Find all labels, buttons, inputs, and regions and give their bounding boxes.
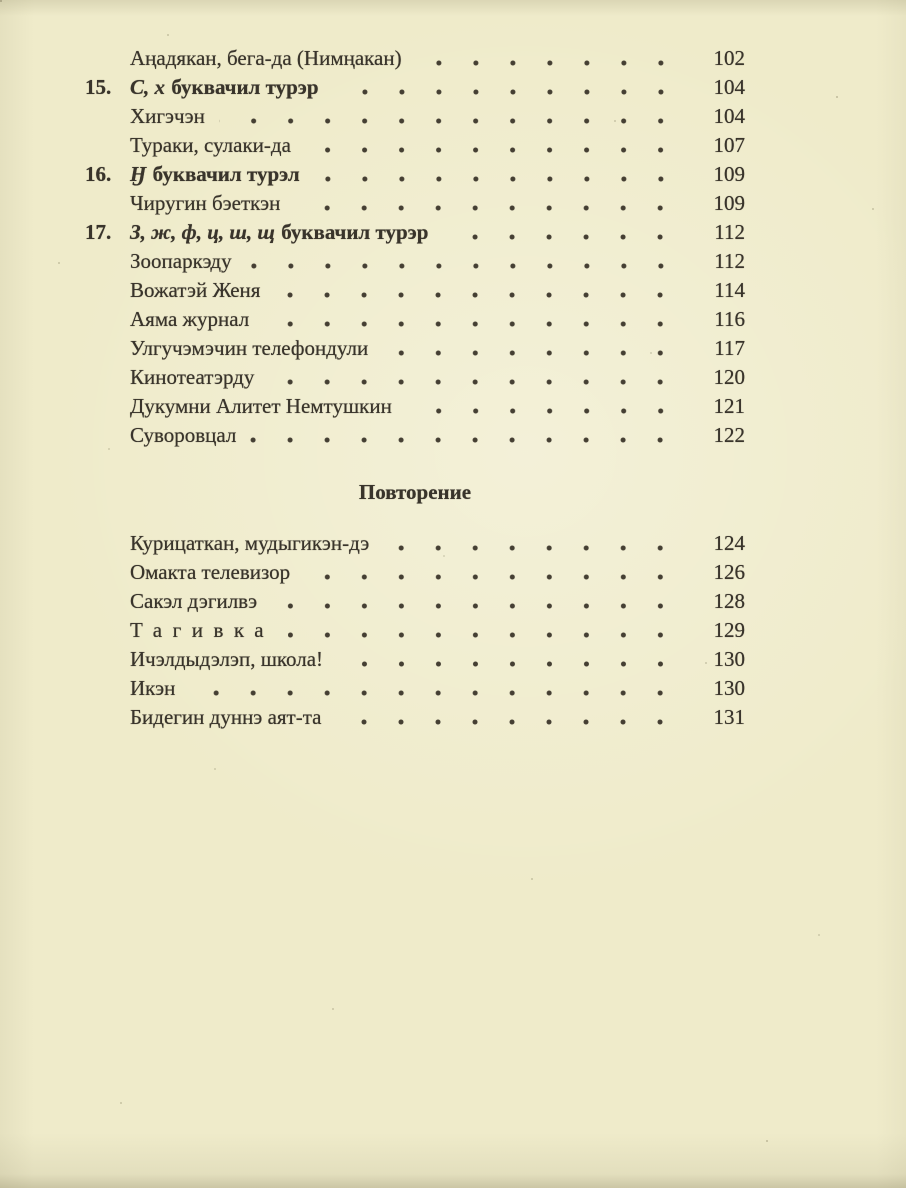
dot-leader bbox=[219, 102, 681, 131]
toc-entry-title: Чиругин бэеткэн bbox=[130, 191, 281, 215]
toc-entry-page-number: 112 bbox=[714, 220, 745, 244]
toc-entry-page-number: 107 bbox=[713, 133, 745, 157]
section-heading: Повторение bbox=[358, 480, 472, 504]
toc-entry bbox=[85, 674, 745, 703]
toc-entry-title: Улгучэмэчин телефондули bbox=[130, 336, 369, 360]
toc-entry bbox=[85, 334, 745, 363]
toc-entry bbox=[85, 305, 745, 334]
toc-entry-title: буквачил турэр bbox=[281, 220, 429, 244]
toc-entry bbox=[85, 218, 745, 247]
toc-entry-title-italic-part: С, х bbox=[130, 75, 166, 99]
toc-entry-number: 16. bbox=[85, 162, 112, 186]
toc-entry-title: Ичэлдыдэлэп, школа! bbox=[130, 647, 324, 671]
toc-entry bbox=[85, 160, 745, 189]
toc-entry-page-number: 112 bbox=[714, 249, 745, 273]
toc-entry-title: Аңадякан, бега-да (Нимңакан) bbox=[130, 46, 402, 70]
dot-leader bbox=[383, 529, 681, 558]
dot-leader bbox=[271, 587, 681, 616]
toc-entry-number: 15. bbox=[85, 75, 112, 99]
dot-leader bbox=[304, 558, 681, 587]
dot-leader bbox=[335, 703, 681, 732]
dot-leader bbox=[189, 674, 681, 703]
dot-leader bbox=[294, 189, 681, 218]
toc-entry-page-number: 104 bbox=[713, 104, 745, 128]
toc-entry-title: Вожатэй Женя bbox=[130, 278, 261, 302]
toc-entry-title: Аяма журнал bbox=[130, 307, 250, 331]
toc-entry bbox=[85, 616, 745, 645]
toc-entry-page-number: 117 bbox=[714, 336, 745, 360]
toc-entry bbox=[85, 363, 745, 392]
toc-entry-page-number: 121 bbox=[713, 394, 745, 418]
toc-entry bbox=[85, 102, 745, 131]
toc-entry-number: 17. bbox=[85, 220, 112, 244]
toc-entry-page-number: 126 bbox=[713, 560, 745, 584]
toc-entry-title-italic-part: З, ж, ф, ц, ш, щ bbox=[130, 220, 275, 244]
toc-entry-title: Дукумни Алитет Немтушкин bbox=[130, 394, 392, 418]
toc-entry-page-number: 124 bbox=[713, 531, 745, 555]
toc-entry-page-number: 128 bbox=[713, 589, 745, 613]
dot-leader bbox=[288, 616, 681, 645]
toc-entry-title: Зоопаркэду bbox=[130, 249, 232, 273]
dot-leader bbox=[416, 44, 681, 73]
toc-entry-page-number: 122 bbox=[713, 423, 745, 447]
toc-entry-title: Кинотеатэрду bbox=[130, 365, 255, 389]
dot-leader bbox=[263, 305, 681, 334]
toc-entry bbox=[85, 276, 745, 305]
dot-leader bbox=[337, 645, 681, 674]
toc-entry bbox=[85, 645, 745, 674]
toc-entry bbox=[85, 131, 745, 160]
toc-entry bbox=[85, 703, 745, 732]
toc-entry-page-number: 130 bbox=[713, 647, 745, 671]
toc-entry-title: буквачил турэр bbox=[171, 75, 319, 99]
toc-entry-page-number: 130 bbox=[713, 676, 745, 700]
toc-entry bbox=[85, 392, 745, 421]
toc-entry-title: Курицаткан, мудыгикэн-дэ bbox=[130, 531, 370, 555]
toc-entry-title: буквачил турэл bbox=[152, 162, 300, 186]
toc-entry bbox=[85, 529, 745, 558]
toc-entry bbox=[85, 44, 745, 73]
dot-leader bbox=[406, 392, 681, 421]
dot-leader bbox=[314, 160, 681, 189]
toc-entry-page-number: 102 bbox=[713, 46, 745, 70]
toc-entry bbox=[85, 189, 745, 218]
dot-leader bbox=[382, 334, 681, 363]
toc-entry-title: Хигэчэн bbox=[130, 104, 205, 128]
dot-leader bbox=[274, 276, 681, 305]
toc-entry-page-number: 109 bbox=[713, 162, 745, 186]
toc-entry bbox=[85, 73, 745, 102]
toc-entry-page-number: 120 bbox=[713, 365, 745, 389]
dot-leader bbox=[442, 218, 681, 247]
table-of-contents bbox=[85, 44, 745, 732]
dot-leader bbox=[246, 247, 681, 276]
toc-entry bbox=[85, 421, 745, 450]
toc-entry-page-number: 116 bbox=[714, 307, 745, 331]
toc-entry bbox=[85, 247, 745, 276]
toc-entry-title: Сакэл дэгилвэ bbox=[130, 589, 258, 613]
toc-entry-page-number: 129 bbox=[713, 618, 745, 642]
toc-entry-title: Суворовцал bbox=[130, 423, 237, 447]
toc-entry-title: Тураки, сулаки-да bbox=[130, 133, 291, 157]
toc-entry-title: Омакта телевизор bbox=[130, 560, 291, 584]
dot-leader bbox=[333, 73, 681, 102]
dot-leader bbox=[250, 421, 681, 450]
toc-entry-page-number: 109 bbox=[713, 191, 745, 215]
toc-entry-title-italic-part: Ӈ bbox=[130, 162, 147, 186]
toc-section-bottom bbox=[85, 529, 745, 732]
dot-leader bbox=[305, 131, 681, 160]
toc-entry-page-number: 114 bbox=[714, 278, 745, 302]
toc-entry-title: Тагивка bbox=[130, 618, 275, 642]
toc-section-top bbox=[85, 44, 745, 450]
toc-entry-title: Бидегин дуннэ аят-та bbox=[130, 705, 322, 729]
toc-entry bbox=[85, 587, 745, 616]
toc-entry-page-number: 104 bbox=[713, 75, 745, 99]
dot-leader bbox=[268, 363, 681, 392]
toc-entry-title: Икэн bbox=[130, 676, 176, 700]
toc-entry-page-number: 131 bbox=[713, 705, 745, 729]
toc-entry bbox=[85, 558, 745, 587]
